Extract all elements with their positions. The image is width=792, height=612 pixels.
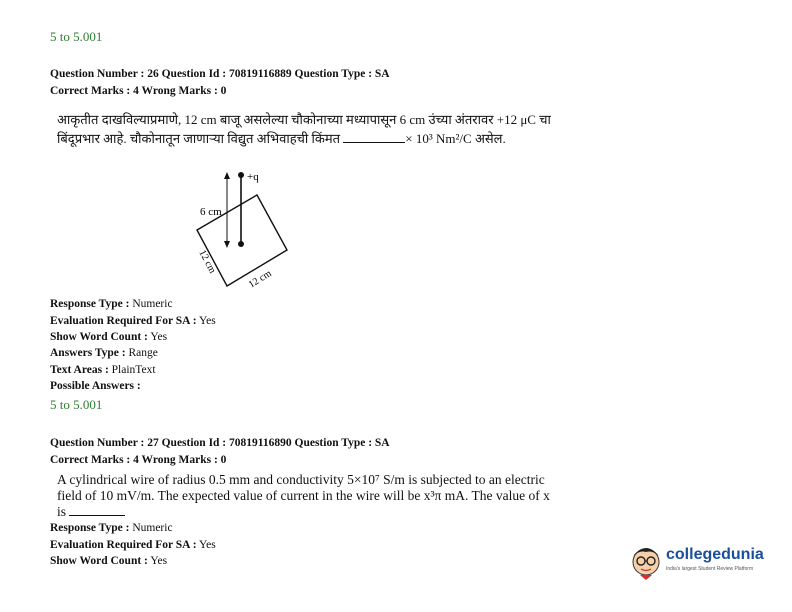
q27-response-type: Response Type : Numeric bbox=[50, 522, 173, 534]
q26-show-word-count: Show Word Count : Yes bbox=[50, 331, 168, 343]
previous-answer: 5 to 5.001 bbox=[50, 29, 103, 44]
q26-possible-answers-value: 5 to 5.001 bbox=[50, 397, 103, 412]
side-label-right: 12 cm bbox=[246, 268, 274, 291]
brand-tagline: India's largest Student Review Platform bbox=[666, 566, 754, 572]
question-26-text-line2 bbox=[57, 130, 506, 148]
question-26-text-line1: आकृतीत दाखविल्याप्रमाणे, 12 cm बाजू असलेल्या चौकोनाच्या मध्यापासून 6 cm उंच्या अंतरावर +12 μC चा bbox=[57, 112, 551, 127]
q27-evaluation-required: Evaluation Required For SA : Yes bbox=[50, 539, 216, 551]
dimension-arrow-down bbox=[224, 241, 230, 248]
side-label-left: 12 cm bbox=[196, 248, 218, 276]
q27-show-word-count: Show Word Count : Yes bbox=[50, 555, 168, 567]
q26-answers-type: Answers Type : Range bbox=[50, 347, 158, 359]
question-26-text-line2-end: × 10³ Nm²/C असेल. bbox=[405, 131, 506, 146]
q26-possible-answers-label: Possible Answers : bbox=[50, 380, 141, 392]
charge-label: +q bbox=[247, 171, 259, 183]
answer-blank bbox=[343, 130, 405, 143]
square-charge-figure bbox=[185, 160, 325, 295]
question-27-text-line1: A cylindrical wire of radius 0.5 mm and conductivity 5×10⁷ S/m is subjected to an electric bbox=[57, 472, 545, 487]
dimension-arrow-up bbox=[224, 172, 230, 179]
collegedunia-logo bbox=[628, 540, 768, 584]
center-dot bbox=[238, 241, 244, 247]
q26-text-areas: Text Areas : PlainText bbox=[50, 364, 156, 376]
question-27-header: Question Number : 27 Question Id : 70819116890 Question Type : SA bbox=[50, 437, 390, 449]
answer-blank bbox=[69, 503, 125, 516]
q26-evaluation-required: Evaluation Required For SA : Yes bbox=[50, 315, 216, 327]
question-26-text-line2-start: बिंदूप्रभार आहे. चौकोनातून जाणाऱ्या विद्युत अभिवाहची किंमत bbox=[57, 131, 341, 146]
question-26-header: Question Number : 26 Question Id : 70819116889 Question Type : SA bbox=[50, 68, 390, 80]
q26-response-type: Response Type : Numeric bbox=[50, 298, 173, 310]
charge-dot bbox=[238, 172, 244, 178]
mascot-icon bbox=[628, 540, 664, 580]
question-26-marks: Correct Marks : 4 Wrong Marks : 0 bbox=[50, 85, 227, 97]
question-27-text-line3: is bbox=[57, 503, 125, 521]
height-label: 6 cm bbox=[200, 206, 222, 218]
question-27-marks: Correct Marks : 4 Wrong Marks : 0 bbox=[50, 454, 227, 466]
question-27-text-line2: field of 10 mV/m. The expected value of current in the wire will be x³π mA. The value of x bbox=[57, 488, 550, 503]
brand-name: collegedunia bbox=[666, 546, 764, 563]
